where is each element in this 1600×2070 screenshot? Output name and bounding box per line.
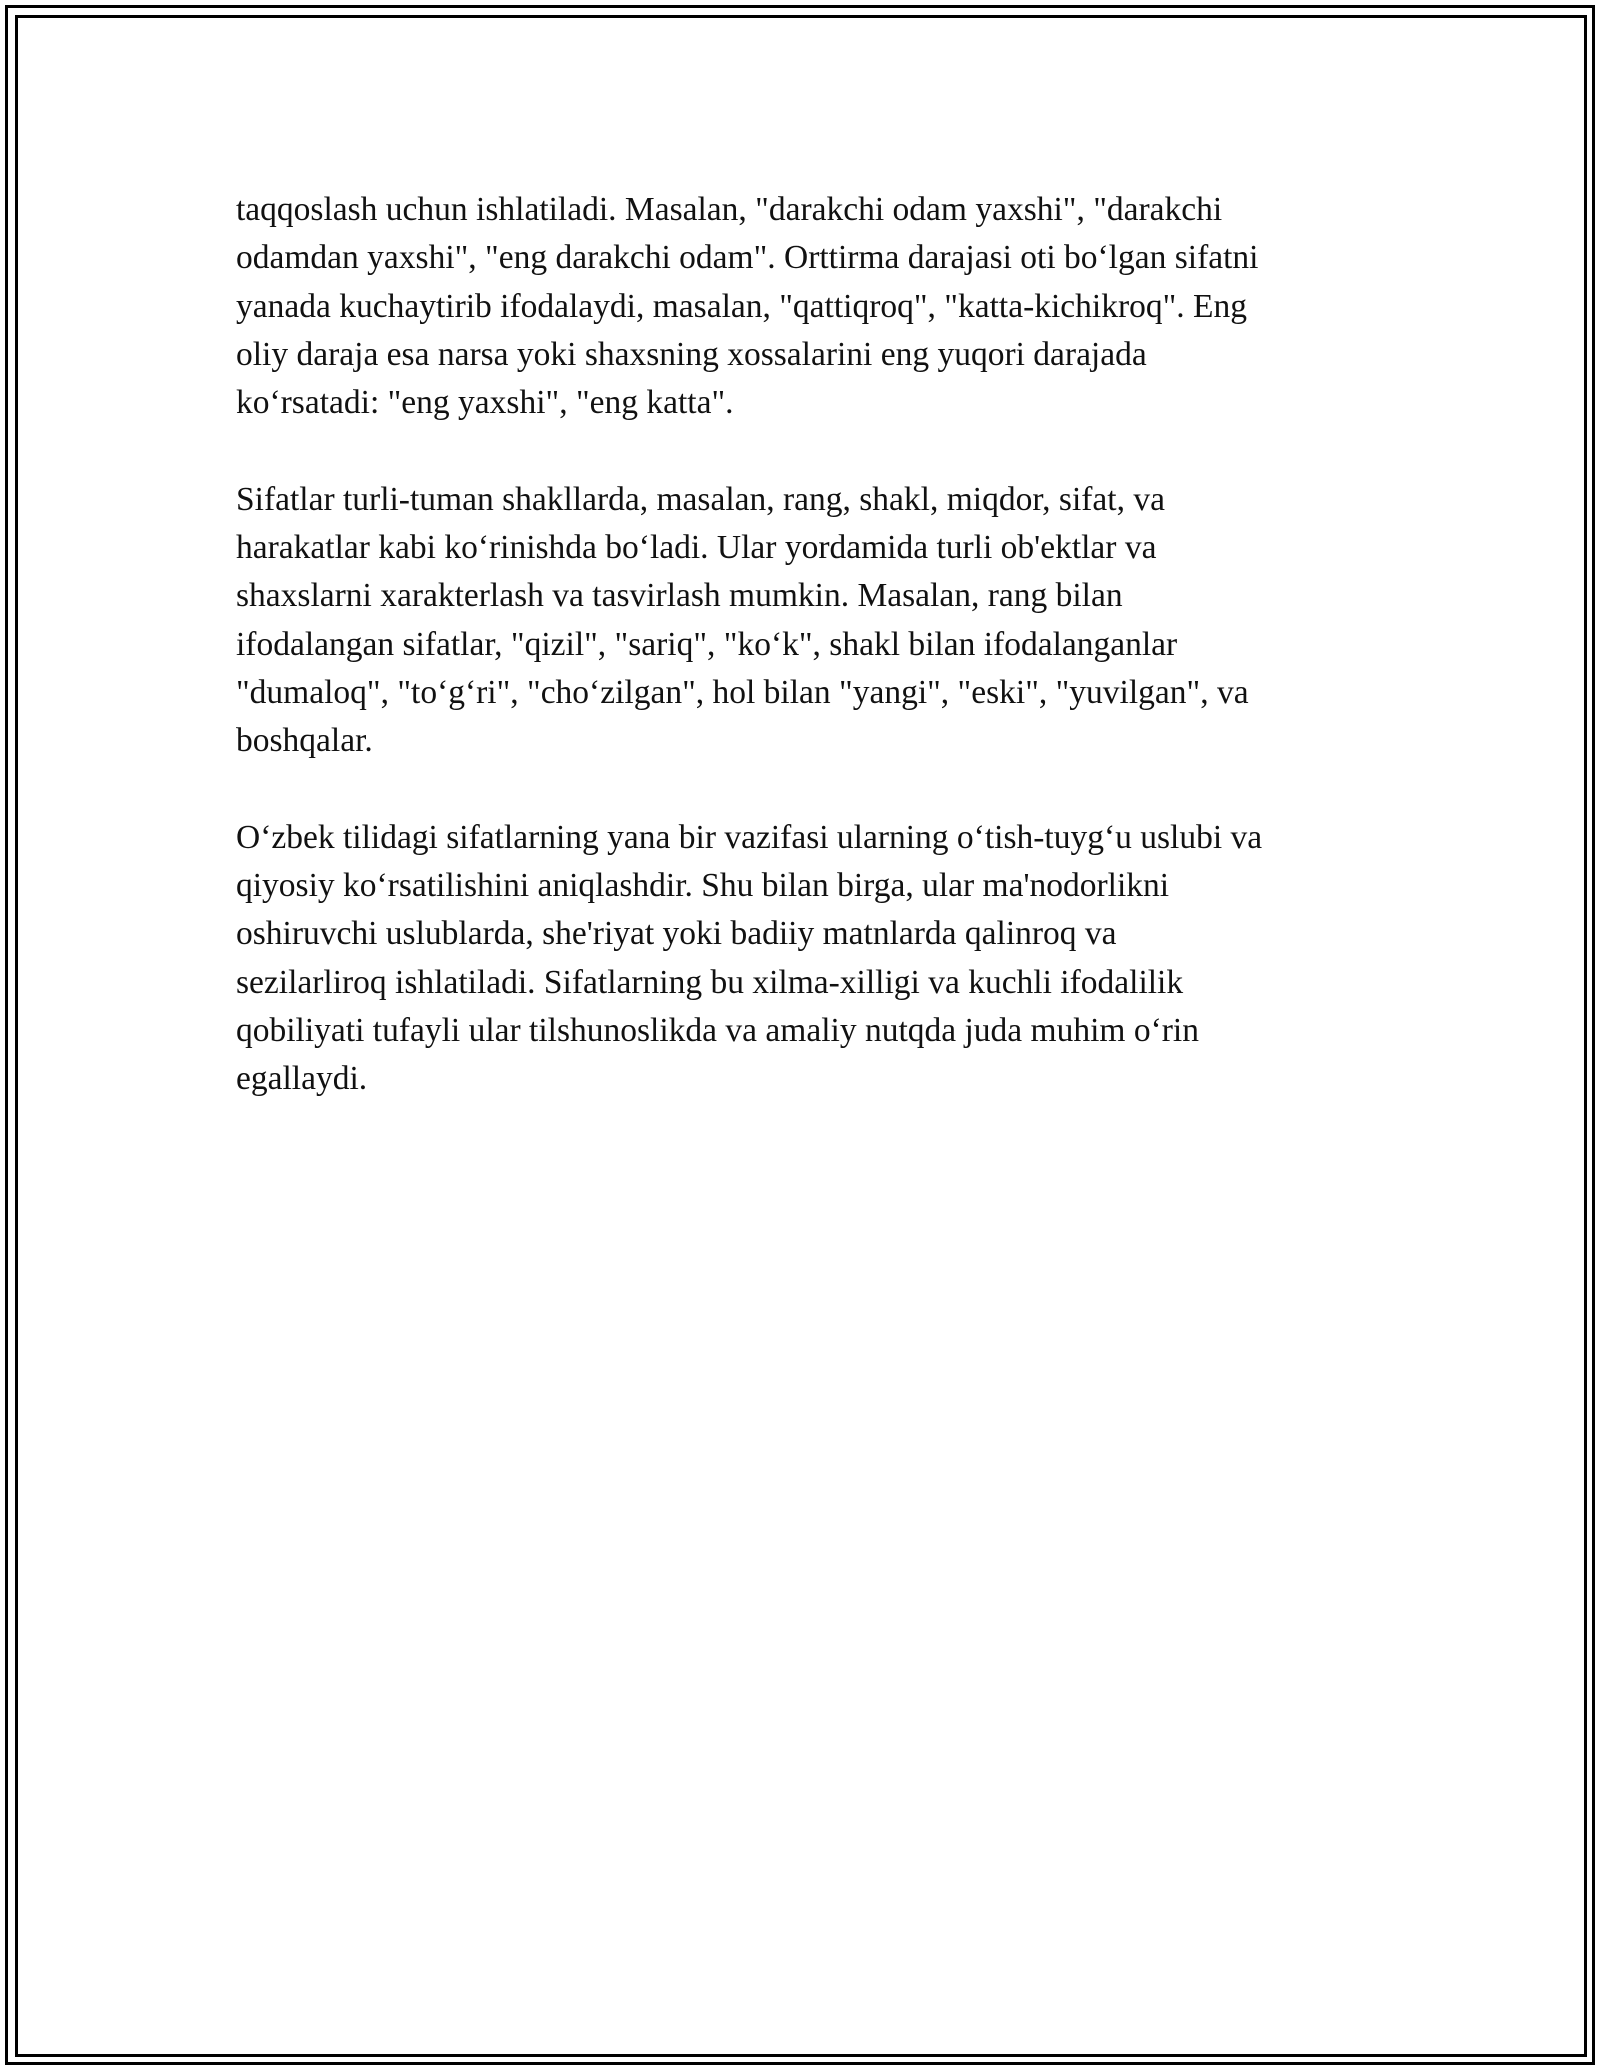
- document-body: [236, 186, 1366, 1152]
- paragraph-3: O‘zbek tilidagi sifatlarning yana bir vazifasi ularning o‘tish-tuyg‘u uslubi va qiyosiy ko‘rsatilishini aniqlashdir. Shu bilan birga, ular ma'nodorlikni oshiruvchi uslublarda, she'riyat yoki badiiy matnlarda qalinroq va sezilarliroq ishlatiladi. Sifatlarning bu xilma-xilligi va kuchli ifodalilik qobiliyati tufayli ular tilshunoslikda va amaliy nutqda juda muhim o‘rin egallaydi.: [236, 818, 1263, 1098]
- paragraph-2: Sifatlar turli-tuman shakllarda, masalan, rang, shakl, miqdor, sifat, va harakatlar kabi ko‘rinishda bo‘ladi. Ular yordamida turli ob'ektlar va shaxslarni xarakterlash va tasvirlash mumkin. Masalan, rang bilan ifodalangan sifatlar, "qizil", "sariq", "ko‘k", shakl bilan ifodalanganlar "dumaloq", "to‘g‘ri", "cho‘zilgan", hol bilan "yangi", "eski", "yuvilgan", va boshqalar.: [236, 480, 1249, 760]
- paragraph-1: taqqoslash uchun ishlatiladi. Masalan, "darakchi odam yaxshi", "darakchi odamdan yaxshi", "eng darakchi odam". Orttirma darajasi oti bo‘lgan sifatni yanada kuchaytirib ifodalaydi, masalan, "qattiqroq", "katta-kichikroq". Eng oliy daraja esa narsa yoki shaxsning xossalarini eng yuqori darajada ko‘rsatadi: "eng yaxshi", "eng katta".: [236, 191, 1259, 422]
